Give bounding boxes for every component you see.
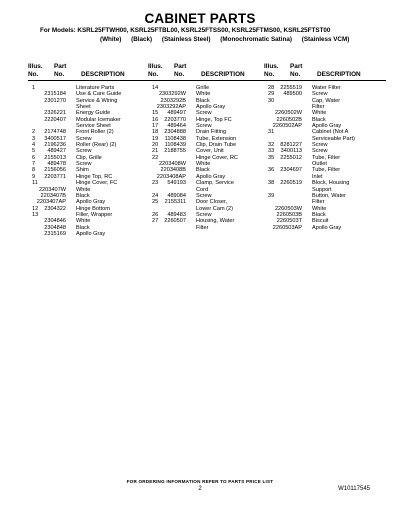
part-number: 489427 (47, 148, 66, 155)
part-number: 2203770 (164, 116, 186, 123)
header-part: Part (290, 63, 303, 70)
part-description: Use & Care Guide (76, 91, 122, 98)
header-illus: Illus. (264, 63, 279, 70)
part-number: 2260503AP (272, 224, 302, 231)
part-description: Screw (312, 91, 328, 98)
part-number: 2260519 (280, 180, 302, 187)
part-number: 2203407B (40, 192, 66, 199)
part-number: 3400113 (280, 148, 302, 155)
illus-number: 4 (32, 142, 36, 149)
part-description: Cap, Water (312, 97, 341, 104)
part-description: Cord (196, 186, 209, 193)
illus-number: 32 (268, 142, 275, 149)
part-number: 2260502B (276, 116, 302, 123)
part-number: 2188755 (164, 148, 186, 155)
part-row (148, 225, 270, 231)
part-description: Block, Housing (312, 180, 350, 187)
part-description: Hinge Bottom (76, 205, 110, 212)
illus-number: 20 (152, 142, 159, 149)
part-description: Screw (76, 148, 92, 155)
illus-number: 28 (268, 85, 275, 91)
part-description: Cover, Unit (196, 148, 224, 155)
illus-number: 8 (32, 167, 36, 174)
part-description: Hinge Top, RC (76, 173, 113, 180)
illus-number: 36 (268, 167, 275, 174)
part-number: 1108438 (164, 135, 186, 142)
parts-column-2 (148, 62, 270, 231)
part-number: 2174748 (44, 129, 66, 136)
illus-number: 26 (152, 211, 159, 218)
part-number: 2156056 (44, 167, 66, 174)
part-description: Black (196, 97, 210, 104)
part-number: 2203407AP (36, 199, 66, 206)
page-number: 2 (198, 486, 202, 492)
part-description: Screw (312, 142, 328, 149)
header-illus-no: No. (264, 71, 275, 78)
illus-number: 21 (152, 148, 159, 155)
part-number: 2304846 (44, 218, 66, 225)
illus-number: 2 (32, 129, 36, 136)
part-description: Service Sheet (76, 123, 111, 130)
illus-number: 14 (152, 85, 159, 91)
header-part-no: No. (54, 71, 65, 78)
part-number: 2304848 (44, 224, 66, 231)
models-line: For Models: KSRL25FTWH00, KSRL25FTBL00, KSRL25FTSS00, KSRL25FTMS00, KSRL25FTST00 (40, 27, 331, 34)
part-description: Clip, Drain Tube (196, 142, 237, 149)
part-description: White (312, 205, 327, 212)
part-number: 2196236 (44, 142, 66, 149)
part-description: Lower Cam (2) (196, 205, 233, 212)
part-description: White (76, 186, 91, 193)
part-number: 2203408B (160, 167, 186, 174)
illus-number: 17 (152, 123, 159, 130)
part-number: 2260502AP (272, 123, 302, 130)
illus-number: 25 (152, 199, 159, 206)
header-part: Part (174, 63, 187, 70)
ordering-footer: FOR ORDERING INFORMATION REFER TO PARTS PRICE LIST (126, 479, 274, 484)
part-description: Drain Fitting (196, 129, 227, 136)
illus-number: 15 (152, 110, 159, 117)
part-description: Apollo Gray (312, 224, 342, 231)
part-description: Clip, Grille (76, 154, 102, 161)
part-number: 2304697 (280, 167, 302, 174)
part-description: Roller (Rear) (2) (76, 142, 117, 149)
header-illus: Illus. (28, 63, 43, 70)
part-description: Apollo Gray (76, 199, 106, 206)
illus-number: 27 (152, 218, 159, 225)
part-number: 2315184 (44, 91, 66, 98)
part-description: Outlet (312, 161, 327, 168)
color-label: (Monochromatic Satina) (220, 36, 292, 43)
header-part: Part (54, 63, 67, 70)
column-header (28, 62, 150, 81)
illus-number: 24 (152, 192, 159, 199)
illus-number: 13 (32, 211, 39, 218)
part-number: 489483 (167, 211, 186, 218)
illus-number: 39 (268, 192, 275, 199)
part-description: Door Closer, (196, 199, 228, 206)
part-description: Hinge Cover, FC (76, 180, 118, 187)
header-part-no: No. (290, 71, 301, 78)
part-description: White (312, 110, 327, 117)
header-illus: Illus. (148, 63, 163, 70)
header-description: DESCRIPTION (81, 71, 125, 78)
illus-number: 1 (32, 85, 36, 91)
part-number: 2203408W (158, 161, 186, 168)
header-description: DESCRIPTION (317, 71, 361, 78)
part-number: 2260503W (274, 205, 302, 212)
part-description: Screw (76, 135, 92, 142)
part-number: 489497 (167, 110, 186, 117)
part-number: 2260507 (164, 218, 186, 225)
part-number: 549193 (167, 180, 186, 187)
part-row (28, 231, 150, 237)
part-number: 2315169 (44, 230, 66, 237)
part-description: Apollo Gray (76, 230, 106, 237)
illus-number: 16 (152, 116, 159, 123)
part-description: Screw (196, 192, 212, 199)
part-description: Hinge Cover, RC (196, 154, 238, 161)
part-row (264, 225, 386, 231)
part-number: 8281227 (280, 142, 302, 149)
part-description: Tube, Extension (196, 135, 237, 142)
parts-rows (148, 85, 270, 231)
illus-number: 5 (32, 148, 36, 155)
part-description: Clamp, Service (196, 180, 234, 187)
part-description: Service & Wiring (76, 97, 118, 104)
illus-number: 11 (32, 180, 38, 187)
part-description: Filter (196, 224, 209, 231)
part-number: 2155311 (164, 199, 186, 206)
color-label: (White) (100, 36, 122, 43)
document-number: W10117545 (338, 486, 370, 492)
part-number: 489500 (283, 91, 302, 98)
part-description: White (196, 91, 211, 98)
color-label: (Black) (131, 36, 153, 43)
color-label: (Stainless VCM) (301, 36, 350, 43)
page-title: CABINET PARTS (144, 11, 256, 26)
part-description: Apollo Gray (312, 123, 342, 130)
part-description: Filler, Wrapper (76, 211, 113, 218)
part-number: 2260503T (276, 218, 302, 225)
part-description: Literature Parts (76, 85, 115, 91)
part-description: Cabinet (Not A (312, 129, 349, 136)
part-number: 2203771 (44, 173, 66, 180)
illus-number: 12 (32, 205, 39, 212)
part-number: 2304888 (164, 129, 186, 136)
part-description: Screw (196, 110, 212, 117)
color-label: (Stainless Steel) (161, 36, 211, 43)
part-number: 489464 (167, 123, 186, 130)
part-description: Black (312, 211, 326, 218)
part-number: 2303292AP (156, 104, 186, 111)
header-illus-no: No. (28, 71, 39, 78)
part-description: Black (312, 116, 326, 123)
part-number: 2260502W (274, 110, 302, 117)
illus-number: 30 (268, 97, 275, 104)
part-description: Serviceable Part) (312, 135, 355, 142)
part-number: 2301270 (44, 97, 66, 104)
part-description: Hinge, Top FC (196, 116, 232, 123)
part-number: 489084 (167, 192, 186, 199)
colors-line (100, 36, 357, 43)
part-description: Sheet (76, 104, 91, 111)
part-description: Front Roller (2) (76, 129, 114, 136)
part-description: Black (76, 224, 90, 231)
part-number: 2326221 (44, 110, 66, 117)
part-number: 1108439 (164, 142, 186, 149)
part-number: 3400517 (44, 135, 66, 142)
part-number: 2203407W (38, 186, 66, 193)
part-description: Support (312, 186, 332, 193)
parts-column-1 (28, 62, 150, 237)
part-description: Black (76, 192, 90, 199)
part-number: 2303292W (158, 91, 186, 98)
illus-number: 38 (268, 180, 275, 187)
part-description: Water Filter (312, 85, 341, 91)
part-description: Apollo Gray (196, 173, 226, 180)
part-description: Energy Guide (76, 110, 111, 117)
illus-number: 35 (268, 154, 275, 161)
part-description: White (76, 218, 91, 225)
part-description: Black (196, 167, 210, 174)
part-description: Screw (312, 148, 328, 155)
part-description: White (196, 161, 211, 168)
part-description: Grille (196, 85, 210, 91)
part-description: Screw (196, 211, 212, 218)
parts-rows (28, 85, 150, 237)
part-description: Screw (196, 123, 212, 130)
parts-column-3 (264, 62, 386, 231)
part-description: Button, Water (312, 192, 346, 199)
header-description: DESCRIPTION (201, 71, 245, 78)
part-number: 2203408AP (156, 173, 186, 180)
illus-number: 9 (32, 173, 36, 180)
part-description: Housing, Water (196, 218, 235, 225)
part-description: Modular Icemaker (76, 116, 121, 123)
illus-number: 23 (152, 180, 159, 187)
part-description: Screw (76, 161, 92, 168)
part-description: Apollo Gray (196, 104, 226, 111)
illus-number: 33 (268, 148, 275, 155)
part-number: 489478 (47, 161, 66, 168)
part-number: 2155013 (44, 154, 66, 161)
part-number: 2255012 (280, 154, 302, 161)
part-description: Tube, Filter (312, 154, 341, 161)
part-description: Filter (312, 104, 325, 111)
part-description: Shim (76, 167, 89, 174)
part-description: Tube, Filter (312, 167, 341, 174)
illus-number: 7 (32, 161, 36, 168)
part-number: 2260503B (276, 211, 302, 218)
part-number: 2220407 (44, 116, 66, 123)
header-illus-no: No. (148, 71, 159, 78)
illus-number: 18 (152, 129, 159, 136)
column-header (148, 62, 270, 81)
illus-number: 19 (152, 135, 159, 142)
parts-rows (264, 85, 386, 231)
illus-number: 3 (32, 135, 36, 142)
part-description: Biscuit (312, 218, 329, 225)
illus-number: 31 (268, 129, 275, 136)
illus-number: 29 (268, 91, 275, 98)
part-number: 2304322 (44, 205, 66, 212)
part-number: 2255519 (280, 85, 302, 91)
illus-number: 6 (32, 154, 36, 161)
column-header (264, 62, 386, 81)
part-description: Filter (312, 199, 325, 206)
part-description: Inlet (312, 173, 323, 180)
header-part-no: No. (174, 71, 185, 78)
illus-number: 22 (152, 154, 159, 161)
part-number: 2303292B (160, 97, 186, 104)
